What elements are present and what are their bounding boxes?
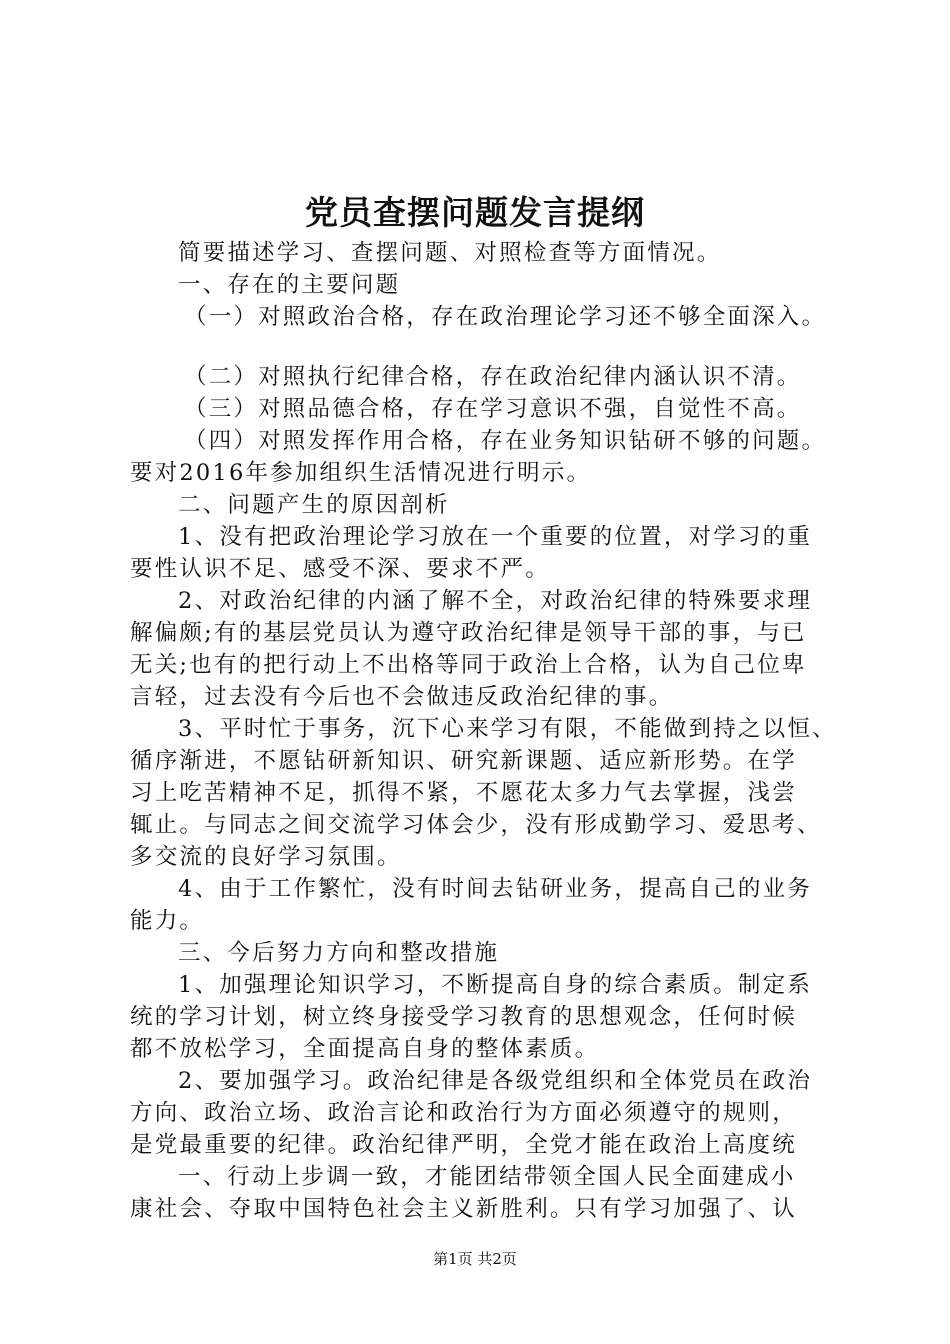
body-line: 方向、政治立场、政治言论和政治行为方面必须遵守的规则，: [130, 1100, 797, 1126]
body-line: 2、要加强学习。政治纪律是各级党组织和全体党员在政治: [178, 1068, 813, 1094]
spacer: [130, 333, 850, 361]
body-line: 循序渐进，不愿钻研新知识、研究新课题、适应新形势。在学: [130, 748, 797, 774]
body-line: 习上吃苦精神不足，抓得不紧，不愿花太多力气去掌握，浅尝: [130, 780, 797, 806]
body-line: 能力。: [130, 908, 205, 934]
body-line: 言轻，过去没有今后也不会做违反政治纪律的事。: [130, 684, 674, 710]
page-number-footer: 第1页 共2页: [433, 1250, 517, 1268]
body-line: 1、没有把政治理论学习放在一个重要的位置，对学习的重: [178, 524, 813, 550]
body-line: 都不放松学习，全面提高自身的整体素质。: [130, 1036, 600, 1062]
intro-line: 简要描述学习、查摆问题、对照检查等方面情况。: [178, 240, 722, 266]
problem-item-4: （四）对照发挥作用合格，存在业务知识钻研不够的问题。: [184, 428, 827, 454]
document-body: [130, 237, 850, 1225]
body-line: 4、由于工作繁忙，没有时间去钻研业务，提高自己的业务: [178, 876, 813, 902]
body-line: 3、平时忙于事务，沉下心来学习有限，不能做到持之以恒、: [178, 716, 837, 742]
problem-item-2: （二）对照执行纪律合格，存在政治纪律内涵认识不清。: [184, 364, 802, 390]
body-line: 要对2016年参加组织生活情况进行明示。: [130, 460, 592, 486]
body-line: 一、行动上步调一致，才能团结带领全国人民全面建成小: [178, 1164, 796, 1190]
body-line: 无关;也有的把行动上不出格等同于政治上合格，认为自己位卑: [130, 652, 807, 678]
body-line: 多交流的良好学习氛围。: [130, 844, 402, 870]
document-title: 党员查摆问题发言提纲: [305, 193, 645, 232]
body-line: 是党最重要的纪律。政治纪律严明，全党才能在政治上高度统: [130, 1132, 797, 1158]
body-line: 康社会、夺取中国特色社会主义新胜利。只有学习加强了、认: [130, 1196, 797, 1222]
section-heading-2: 二、问题产生的原因剖析: [178, 492, 450, 518]
body-line: 2、对政治纪律的内涵了解不全，对政治纪律的特殊要求理: [178, 588, 813, 614]
body-line: 1、加强理论知识学习，不断提高自身的综合素质。制定系: [178, 972, 813, 998]
body-line: 统的学习计划，树立终身接受学习教育的思想观念，任何时候: [130, 1004, 797, 1030]
body-line: 辄止。与同志之间交流学习体会少，没有形成勤学习、爱思考、: [130, 812, 822, 838]
body-line: 解偏颇;有的基层党员认为遵守政治纪律是领导干部的事，与已: [130, 620, 807, 646]
section-heading-3: 三、今后努力方向和整改措施: [178, 940, 500, 966]
section-heading-1: 一、存在的主要问题: [178, 272, 401, 298]
body-line: 要性认识不足、感受不深、要求不严。: [130, 556, 550, 582]
problem-item-3: （三）对照品德合格，存在学习意识不强，自觉性不高。: [184, 396, 802, 422]
problem-item-1: （一）对照政治合格，存在政治理论学习还不够全面深入。: [184, 304, 827, 330]
